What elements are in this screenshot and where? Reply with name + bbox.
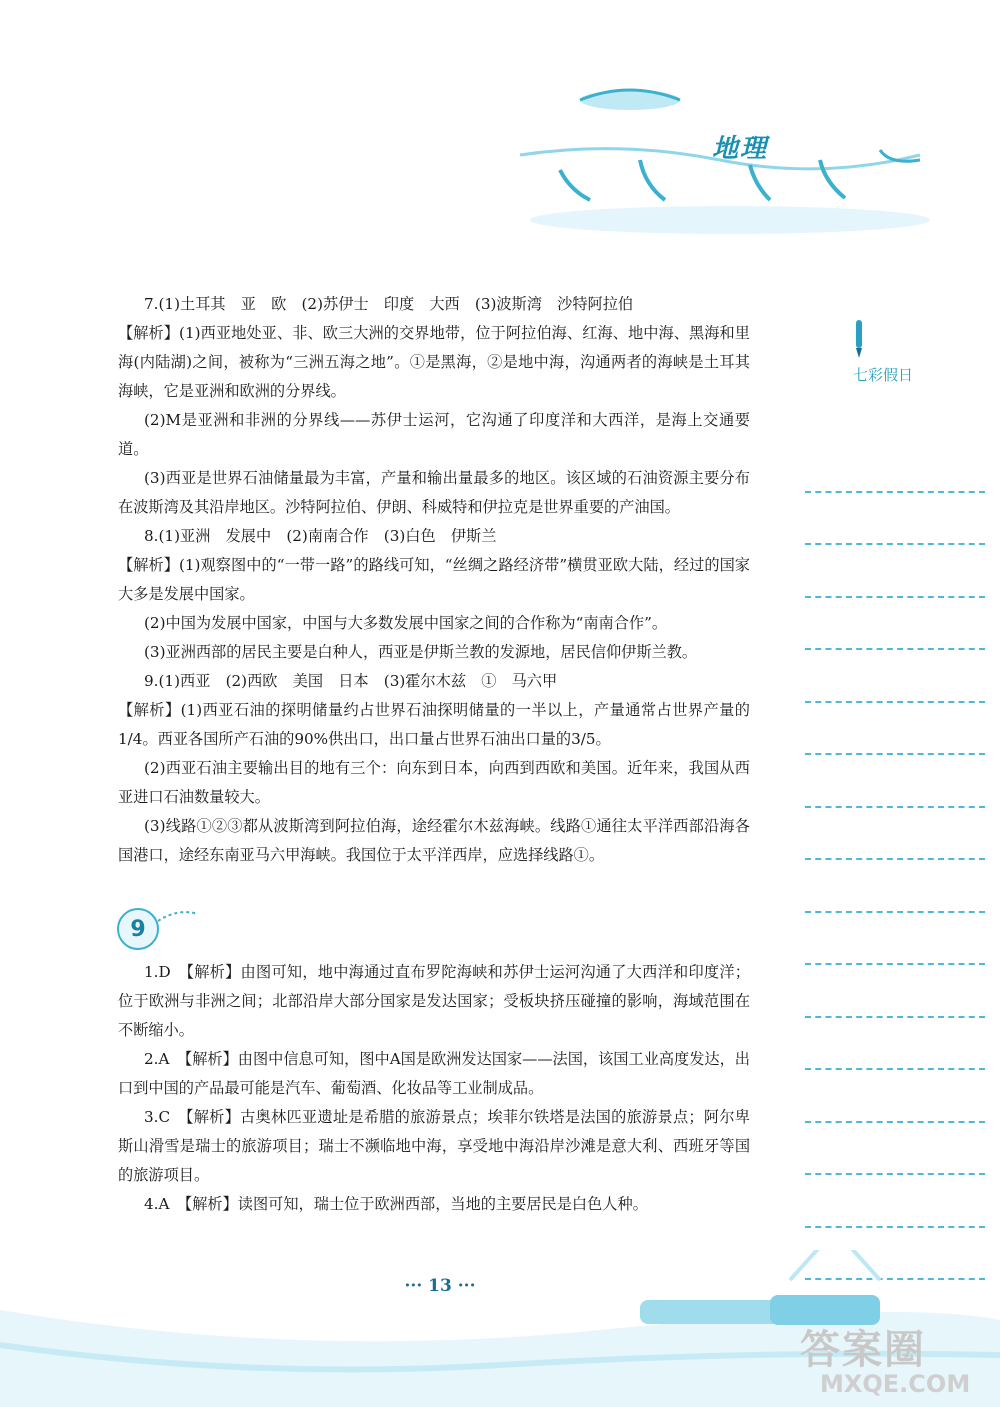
note-line [805,493,985,546]
answer-paragraph: (2)西亚石油主要输出目的地有三个：向东到日本，向西到西欧和美国。近年来，我国从西亚进口石油数量较大。 [118,759,750,806]
note-line [805,808,985,861]
note-line [805,755,985,808]
note-line [805,1175,985,1228]
answer-paragraph: 【解析】(1)观察图中的“一带一路”的路线可知，“丝绸之路经济带”横贯亚欧大陆，经过的国家大多是发展中国家。 [118,556,750,603]
answer-paragraph: 1.D 【解析】由图可知，地中海通过直布罗陀海峡和苏伊士运河沟通了大西洋和印度洋；位于欧洲与非洲之间；北部沿岸大部分国家是发达国家；受板块挤压碰撞的影响，海域范围在不断缩小。 [118,963,750,1039]
note-line [805,1123,985,1176]
note-line [805,1070,985,1123]
answer-paragraph: 【解析】(1)西亚地处亚、非、欧三大洲的交界地带，位于阿拉伯海、红海、地中海、黑海和里海(内陆湖)之间，被称为“三洲五海之地”。①是黑海，②是地中海，沟通两者的海峡是土耳其海峡，它是亚洲和欧洲的分界线。 [118,324,750,400]
note-line [805,650,985,703]
side-label: 七彩假日 [853,366,914,384]
answer-paragraph: (3)西亚是世界石油储量最为丰富，产量和输出量最多的地区。该区域的石油资源主要分布在波斯湾及其沿岸地区。沙特阿拉伯、伊朗、科威特和伊拉克是世界重要的产油国。 [118,469,750,516]
note-line [805,440,985,493]
note-line [805,598,985,651]
watermark-url: MXQE.COM [820,1370,971,1398]
page-number: ··· 13 ··· [404,1276,476,1296]
note-lines [805,440,985,1280]
note-line [805,545,985,598]
answer-paragraph: (2)M是亚洲和非洲的分界线——苏伊士运河，它沟通了印度洋和大西洋，是海上交通要道。 [118,411,750,458]
section-badge: 9 [117,908,159,950]
note-line [805,1018,985,1071]
answer-section-9 [118,958,750,1219]
note-line [805,860,985,913]
answer-paragraph: 3.C 【解析】古奥林匹亚遗址是希腊的旅游景点；埃菲尔铁塔是法国的旅游景点；阿尔卑斯山滑雪是瑞士的旅游项目；瑞士不濒临地中海，享受地中海沿岸沙滩是意大利、西班牙等国的旅游项目。 [118,1108,750,1184]
answer-paragraph: 7.(1)土耳其 亚 欧 (2)苏伊士 印度 大西 (3)波斯湾 沙特阿拉伯 [144,295,634,313]
answer-paragraph: 4.A 【解析】读图可知，瑞士位于欧洲西部，当地的主要居民是白色人种。 [144,1195,648,1213]
note-line [805,965,985,1018]
subject-title: 地理 [712,134,769,164]
answer-paragraph: 【解析】(1)西亚石油的探明储量约占世界石油探明储量的一半以上，产量通常占世界产量的1/4。西亚各国所产石油的90%供出口，出口量占世界石油出口量的3/5。 [118,701,750,748]
answer-section-8 [118,290,750,870]
note-line [805,703,985,756]
answer-paragraph: 8.(1)亚洲 发展中 (2)南南合作 (3)白色 伊斯兰 [144,527,497,545]
watermark-logo: 答案圈 [800,1327,926,1373]
answer-paragraph: (3)线路①②③都从波斯湾到阿拉伯海，途经霍尔木兹海峡。线路①通往太平洋西部沿海各国港口，途经东南亚马六甲海峡。我国位于太平洋西岸，应选择线路①。 [118,817,750,864]
badge-swoosh-icon [158,906,198,926]
answer-paragraph: (3)亚洲西部的居民主要是白种人，西亚是伊斯兰教的发源地，居民信仰伊斯兰教。 [144,643,698,661]
pen-icon [850,320,870,360]
answer-paragraph: 2.A 【解析】由图中信息可知，图中A国是欧洲发达国家——法国，该国工业高度发达，出口到中国的产品最可能是汽车、葡萄酒、化妆品等工业制成品。 [118,1050,750,1097]
answer-paragraph: (2)中国为发展中国家，中国与大多数发展中国家之间的合作称为“南南合作”。 [144,614,668,632]
answer-paragraph: 9.(1)西亚 (2)西欧 美国 日本 (3)霍尔木兹 ① 马六甲 [144,672,558,690]
note-line [805,913,985,966]
